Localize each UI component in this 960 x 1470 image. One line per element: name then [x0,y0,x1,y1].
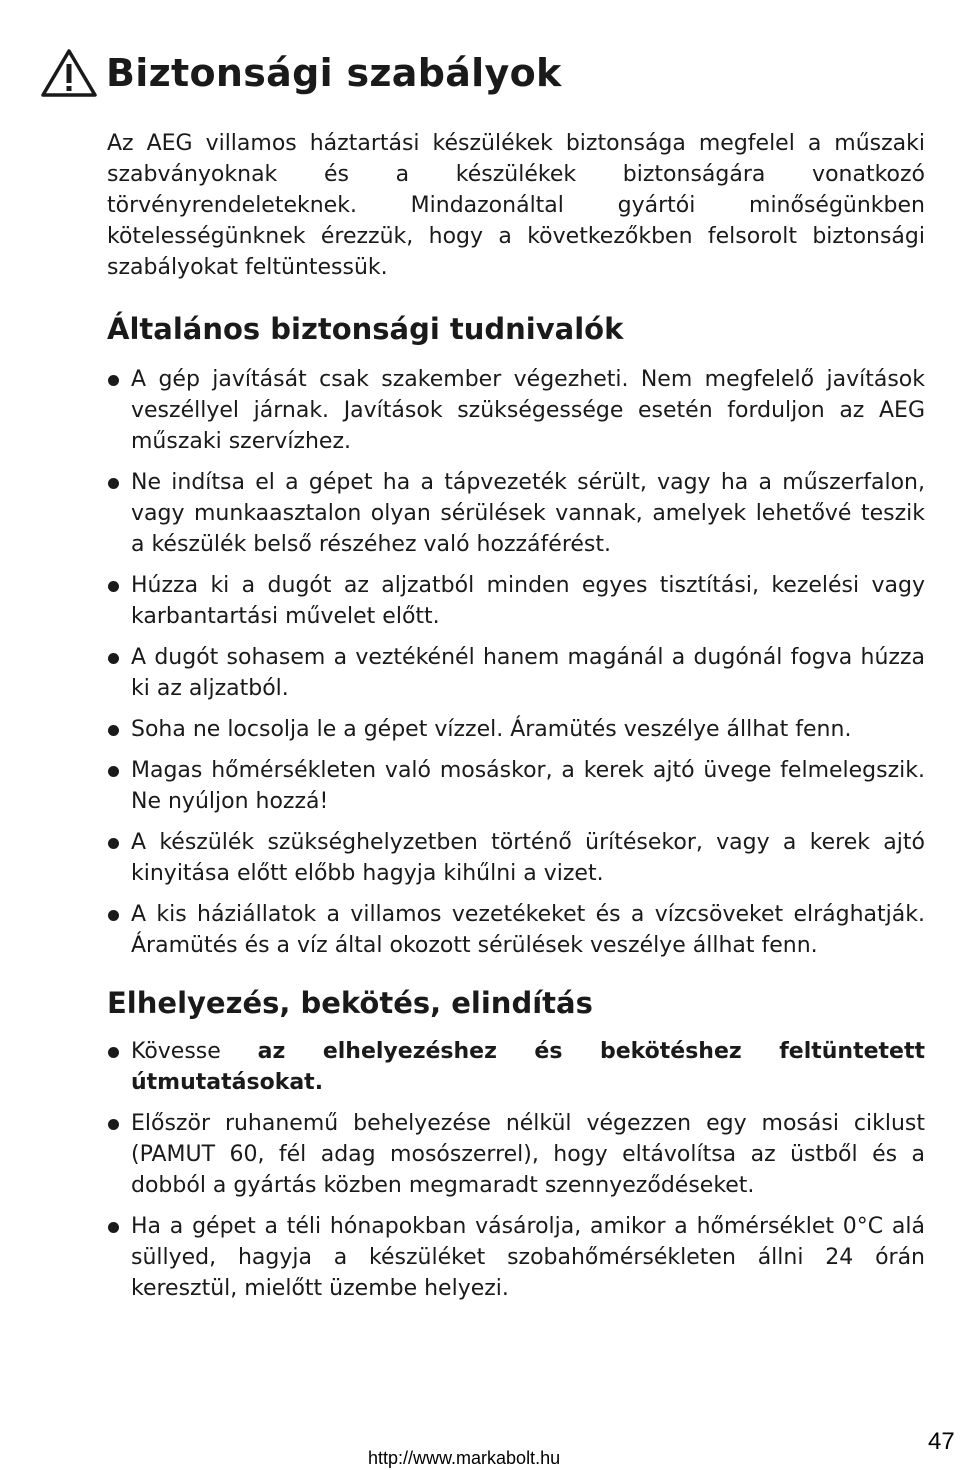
bullet-icon [108,910,119,921]
footer-url: http://www.markabolt.hu [368,1448,561,1468]
bullet-icon [108,1047,119,1058]
page-number: 47 [928,1428,955,1455]
list-item: A dugót sohasem a veztékénél hanem magánál a dugónál fogva húzza ki az aljzatból. [107,642,925,704]
title-row [40,48,562,98]
bullet-icon [108,581,119,592]
page-title: Biztonsági szabályok [106,51,562,95]
general-safety-list [107,364,925,971]
list-item: A gép javítását csak szakember végezheti. Nem megfelelő javítások veszéllyel járnak. Javítások szükségessége esetén forduljon az AEG műszaki szervízhez. [107,364,925,457]
bullet-icon [108,375,119,386]
list-item: Magas hőmérsékleten való mosáskor, a kerek ajtó üvege felmelegszik. Ne nyúljon hozzá! [107,755,925,817]
section-heading-installation: Elhelyezés, bekötés, elindítás [107,986,593,1020]
bullet-icon [108,1222,119,1233]
section-heading-general-safety: Általános biztonsági tudnivalók [107,312,624,346]
list-item: A kis háziállatok a villamos vezetékeket és a vízcsöveket elrághatják. Áramütés és a víz által okozott sérülések veszélye állhat fenn. [107,899,925,961]
list-item: Ne indítsa el a gépet ha a tápvezeték sérült, vagy ha a műszerfalon, vagy munkaasztalon olyan sérülések vannak, amelyek lehetővé teszik a készülék belső részéhez való hozzáférést. [107,467,925,560]
warning-triangle-icon [40,48,98,98]
installation-list [107,1036,925,1314]
bullet-icon [108,766,119,777]
list-item: A készülék szükséghelyzetben történő ürítésekor, vagy a kerek ajtó kinyitása előtt előbb hagyja kihűlni a vizet. [107,827,925,889]
bullet-icon [108,478,119,489]
list-item: Kövesse az elhelyezéshez és bekötéshez feltüntetett útmutatásokat. [107,1036,925,1098]
intro-paragraph: Az AEG villamos háztartási készülékek biztonsága megfelel a műszaki szabványoknak és a készülékek biztonságára vonatkozó törvényrendeleteknek. Mindazonáltal gyártói minőségünkben kötelességünknek érezzük, hogy a következőkben felsorolt biztonsági szabályokat feltüntessük. [107,131,925,280]
bullet-icon [108,838,119,849]
bullet-icon [108,725,119,736]
list-item: Ha a gépet a téli hónapokban vásárolja, amikor a hőmérséklet 0°C alá süllyed, hagyja a készüléket szobahőmérsékleten állni 24 órán keresztül, mielőtt üzembe helyezi. [107,1211,925,1304]
list-item: Először ruhanemű behelyezése nélkül végezzen egy mosási ciklust (PAMUT 60, fél adag mosószerrel), hogy eltávolítsa az üstből és a dobból a gyártás közben megmaradt szennyeződéseket. [107,1108,925,1201]
bullet-icon [108,1119,119,1130]
list-item: Húzza ki a dugót az aljzatból minden egyes tisztítási, kezelési vagy karbantartási művelet előtt. [107,570,925,632]
bullet-icon [108,653,119,664]
list-item: Soha ne locsolja le a gépet vízzel. Áramütés veszélye állhat fenn. [107,714,925,745]
